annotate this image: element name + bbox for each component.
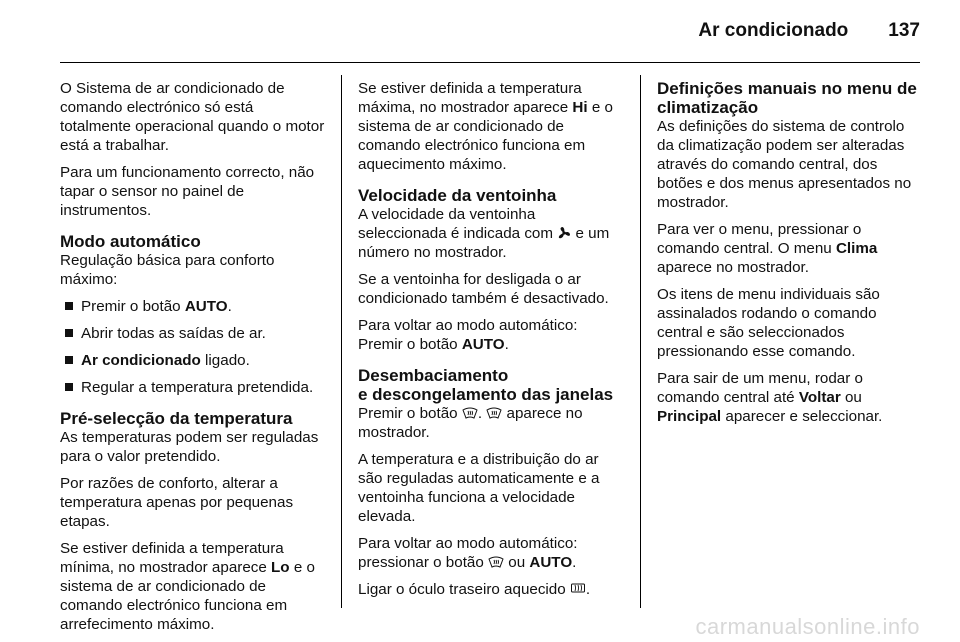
paragraph: Se estiver definida a temperatura mínima, no mostrador aparece Lo e o sistema de ar condicionado de comando electrónico funciona em arrefecimento máximo. [60, 540, 315, 633]
bullet-icon [65, 383, 73, 391]
paragraph: Ligar o óculo traseiro aquecido . [358, 581, 591, 598]
heading-fan-speed: Velocidade da ventoinha [358, 186, 557, 205]
column-1 [60, 79, 328, 642]
paragraph: Se a ventoinha for desligada o ar condicionado também é desactivado. [358, 271, 609, 307]
heading-manual-settings: Definições manuais no menu de climatização [657, 79, 917, 117]
paragraph: O Sistema de ar condicionado de comando electrónico só está totalmente operacional quando o motor está a trabalhar. [60, 80, 325, 154]
paragraph: Os itens de menu individuais são assinalados rodando o comando central e são seleccionados pressionando esse comando. [657, 286, 880, 360]
paragraph: Para um funcionamento correcto, não tapar o sensor no painel de instrumentos. [60, 164, 315, 219]
paragraph: Se estiver definida a temperatura máxima, no mostrador aparece Hi e o sistema de ar condicionado de comando electrónico funciona em aquecimento máximo. [358, 80, 613, 173]
paragraph: Para voltar ao modo automático: pressionar o botão ou AUTO. [358, 535, 578, 571]
paragraph: Para ver o menu, pressionar o comando central. O menu Clima aparece no mostrador. [657, 221, 878, 276]
bullet-icon [65, 329, 73, 337]
list-item: Regular a temperatura pretendida. [60, 378, 328, 397]
column-3 [657, 79, 925, 434]
column-divider-1 [341, 75, 342, 608]
page-number: 137 [888, 20, 920, 41]
paragraph: Por razões de conforto, alterar a temperatura apenas por pequenas etapas. [60, 475, 294, 530]
heading-automatic-mode: Modo automático [60, 232, 201, 251]
paragraph: Para sair de um menu, rodar o comando central até Voltar ou Principal aparecer e seleccionar. [657, 370, 883, 425]
paragraph: Para voltar ao modo automático: Premir o botão AUTO. [358, 317, 578, 353]
windscreen-defrost-icon [486, 406, 502, 420]
paragraph: A velocidade da ventoinha seleccionada é indicada com e um número no mostrador. [358, 206, 610, 261]
windscreen-defrost-icon [488, 555, 504, 569]
column-2 [358, 79, 626, 607]
paragraph: As temperaturas podem ser reguladas para o valor pretendido. [60, 429, 319, 465]
watermark: carmanualsonline.info [695, 614, 920, 639]
paragraph: A temperatura e a distribuição do ar são reguladas automaticamente e a ventoinha funciona a velocidade elevada. [358, 451, 600, 525]
header-rule [60, 62, 920, 63]
paragraph: As definições do sistema de controlo da climatização podem ser alteradas através do comando central, dos botões e dos menus apresentados no mostrador. [657, 118, 912, 211]
list-item: Abrir todas as saídas de ar. [60, 324, 328, 343]
paragraph: Premir o botão . aparece no mostrador. [358, 405, 583, 441]
windscreen-defrost-icon [462, 406, 478, 420]
list-item: Ar condicionado ligado. [60, 351, 328, 370]
paragraph: Regulação básica para conforto máximo: [60, 252, 275, 288]
list-item: Premir o botão AUTO. [60, 297, 328, 316]
column-divider-2 [640, 75, 641, 608]
bullet-icon [65, 302, 73, 310]
fan-icon [557, 226, 571, 240]
bullet-icon [65, 356, 73, 364]
heading-defrost: Desembaciamento e descongelamento das janelas [358, 366, 614, 404]
heading-temperature-preselection: Pré-selecção da temperatura [60, 409, 293, 428]
page-title: Ar condicionado [698, 20, 849, 41]
rear-window-heat-icon [570, 582, 586, 596]
page-header [698, 20, 920, 42]
